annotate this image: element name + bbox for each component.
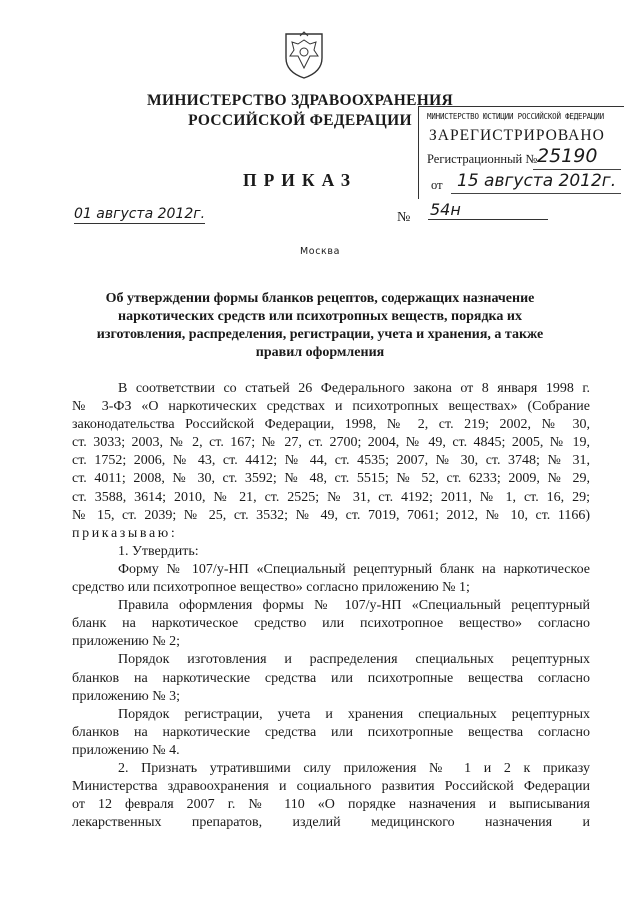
stamp-reg-number-label: Регистрационный №: [427, 152, 538, 166]
subject-line: изготовления, распределения, регистрации, учета и хранения, а также: [96, 327, 544, 342]
text-line: лекарственных препаратов, изделий медицинского назначения и: [72, 815, 590, 831]
prikazyvayu: приказываю:: [72, 525, 178, 541]
text-line: средство или психотропное вещество» согласно приложению № 1;: [72, 580, 470, 596]
stamp-reg-number: 25190: [537, 145, 598, 167]
ministry-line-2: РОССИЙСКОЙ ФЕДЕРАЦИИ: [188, 112, 412, 129]
subject-line: наркотических средств или психотропных веществ, порядка их: [118, 309, 522, 324]
preamble-paragraph: [72, 380, 590, 832]
text-line: ст. 3588, 3614; 2010, № 21, ст. 2525; № 31, ст. 4192; 2011, № 1, ст. 16, 29;: [72, 489, 590, 505]
ministry-line-1: МИНИСТЕРСТВО ЗДРАВООХРАНЕНИЯ: [147, 92, 453, 109]
document-title: ПРИКАЗ: [242, 170, 358, 190]
text-line: 2. Признать утратившими силу приложения № 1 и 2 к приказу: [118, 760, 590, 776]
registration-stamp: [418, 106, 624, 199]
order-subject: [74, 290, 566, 362]
text-line: приложению № 4.: [72, 742, 180, 758]
coat-of-arms-emblem: [282, 28, 326, 80]
text-line: Министерства здравоохранения и социального развития Российской Федерации: [72, 779, 590, 795]
subject-line: Об утверждении формы бланков рецептов, содержащих назначение: [105, 291, 535, 306]
stamp-institution: МИНИСТЕРСТВО ЮСТИЦИИ РОССИЙСКОЙ ФЕДЕРАЦИИ: [427, 112, 604, 121]
ministry-heading: [140, 91, 460, 131]
text-line: от 12 февраля 2007 г. № 110 «О порядке назначения и выписывания: [72, 797, 590, 813]
text-line: ст. 4011; 2008, № 30, ст. 3592; № 48, ст. 5515; № 52, ст. 6233; 2009, № 29,: [72, 471, 590, 487]
text-line: В соответствии со статьей 26 Федерального закона от 8 января 1998 г.: [118, 381, 590, 396]
text-line: приложению № 2;: [72, 634, 181, 650]
item-1: 1. Утвердить:: [118, 543, 199, 559]
stamp-reg-date: 15 августа 2012г.: [457, 171, 617, 191]
text-line: приложению № 3;: [72, 688, 181, 704]
text-line: Правила оформления формы № 107/у-НП «Специальный рецептурный: [118, 598, 590, 614]
text-line: бланк на наркотическое средство или психотропное вещество» согласно: [72, 616, 590, 632]
text-line: законодательства Российской Федерации, 1998, № 2, ст. 219; 2002, № 30,: [72, 417, 590, 433]
text-line: Порядок изготовления и распределения специальных рецептурных: [118, 652, 590, 668]
city: Москва: [300, 246, 340, 257]
text-line: бланков на наркотические средства или психотропные вещества согласно: [72, 670, 590, 686]
number-label: №: [397, 210, 411, 225]
order-number: 54н: [428, 200, 548, 220]
stamp-date-label: от: [431, 178, 443, 192]
stamp-registered: ЗАРЕГИСТРИРОВАНО: [429, 127, 605, 144]
text-line: бланков на наркотические средства или психотропные вещества согласно: [72, 724, 590, 740]
text-line: ст. 3033; 2003, № 2, ст. 167; № 27, ст. 2700; 2004, № 49, ст. 4845; 2005, № 19,: [72, 435, 590, 451]
order-date: 01 августа 2012г.: [74, 206, 206, 222]
subject-line: правил оформления: [255, 345, 385, 360]
text-line: ст. 1752; 2006, № 43, ст. 4412; № 44, ст. 4535; 2007, № 30, ст. 3748; № 31,: [72, 453, 590, 469]
text-line: Форму № 107/у-НП «Специальный рецептурный бланк на наркотическое: [118, 561, 590, 577]
text-line: № 15, ст. 2039; № 25, ст. 3532; № 49, ст. 7019, 7061; 2012, № 10, ст. 1166): [72, 507, 590, 523]
text-line: Порядок регистрации, учета и хранения специальных рецептурных: [118, 706, 590, 722]
text-line: № 3-ФЗ «О наркотических средствах и психотропных веществах» (Собрание: [72, 399, 590, 415]
